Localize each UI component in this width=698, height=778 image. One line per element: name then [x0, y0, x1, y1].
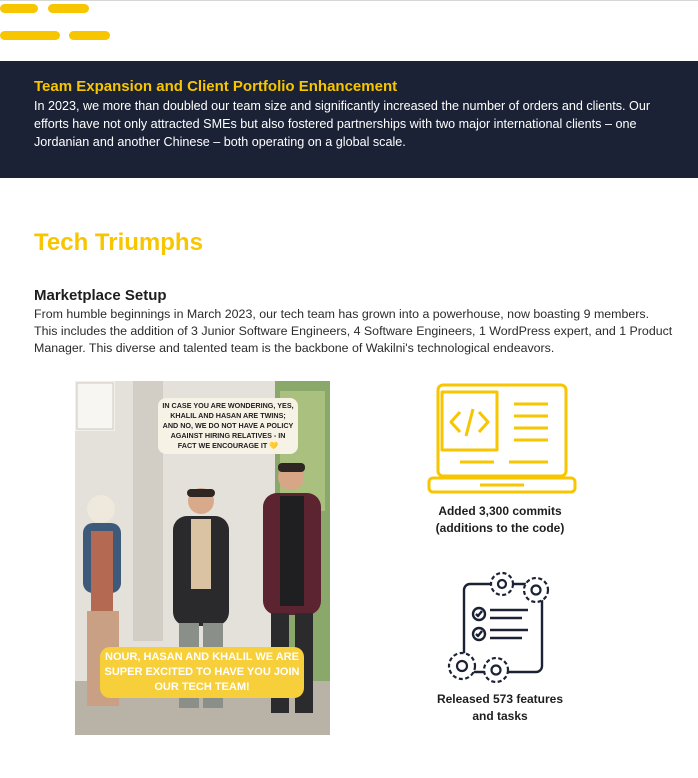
decor-dash: [0, 4, 38, 13]
subsection-title: Marketplace Setup: [34, 287, 167, 304]
stat-commits-line2: (additions to the code): [435, 521, 565, 535]
banner-text: In 2023, we more than doubled our team size and significantly increased the number of orders and clients. Our efforts have not only attracted SMEs but also fostered partnerships with two major international clients – one Jordanian and another Chinese – both operating on a global scale.: [34, 99, 651, 149]
stat-commits-caption: [420, 503, 580, 537]
photo-caption-bottom: NOUR, HASAN AND KHALIL WE ARE SUPER EXCITED TO HAVE YOU JOIN OUR TECH TEAM!: [100, 647, 304, 698]
decor-dash: [0, 31, 60, 40]
stat-features-caption: [420, 691, 580, 725]
laptop-code-icon: [424, 382, 580, 498]
decor-dash: [48, 4, 89, 13]
stat-features-line1: Released 573 features: [436, 692, 564, 706]
photo-caption-top: IN CASE YOU ARE WONDERING, YES, KHALIL AND HASAN ARE TWINS; AND NO, WE DO NOT HAVE A POLICY AGAINST HIRING RELATIVES - IN FACT WE ENCOURAGE IT 💛: [158, 398, 298, 454]
section-text: From humble beginnings in March 2023, our tech team has grown into a powerhouse, now boasting 9 members. This includes the addition of 3 Junior Software Engineers, 4 Software Engineers, 1 WordPress expert, and 1 Product Manager. This diverse and talented team is the backbone of Wakilni's technological endeavors.: [34, 307, 673, 355]
section-title: Tech Triumphs: [34, 229, 203, 256]
decor-dash: [69, 31, 110, 40]
banner-title: Team Expansion and Client Portfolio Enhancement: [34, 78, 398, 95]
stat-commits-line1: Added 3,300 commits: [438, 504, 562, 518]
checklist-gears-icon: [446, 570, 558, 688]
stat-features-line2: and tasks: [472, 709, 528, 723]
top-divider: [0, 0, 698, 1]
highlight-banner: [0, 61, 698, 178]
